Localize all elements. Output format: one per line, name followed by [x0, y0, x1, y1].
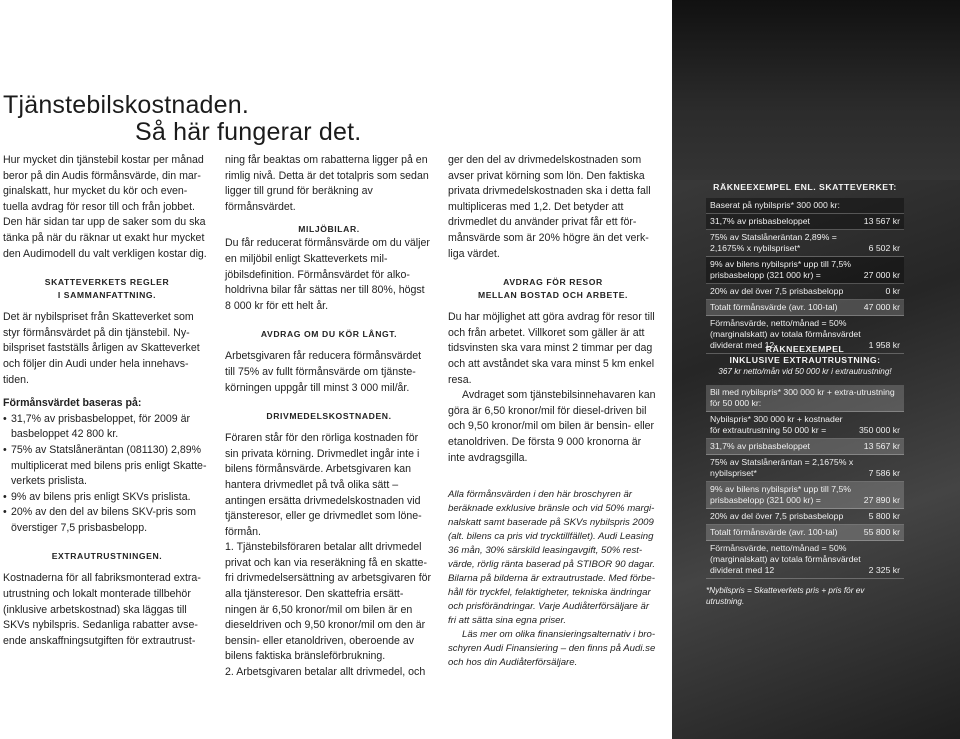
example-row: 75% av Statslåneräntan = 2,1675% x nybilspriset* 7 586 kr [706, 455, 904, 482]
example-row-net: Förmånsvärde, netto/månad = 50% (marginalskatt) av totala förmånsvärdet dividerat med 12 2 325 kr [706, 541, 904, 579]
intro-paragraph: Hur mycket din tjänstebil kostar per månad beror på din Audis förmånsvärde, din mar-ginalskatt, hur mycket du kör och even-tuella avdrag för resor till och från jobbet. [3, 154, 204, 213]
example-row: Baserat på nybilspris* 300 000 kr: [706, 198, 904, 214]
fuel-option-2: 2. Arbetsgivaren betalar allt drivmedel, och [225, 666, 426, 679]
example-row: 31,7% av prisbasbeloppet 13 567 kr [706, 214, 904, 230]
page-title [3, 92, 361, 146]
title-line-2: Så här fungerar det. [135, 118, 362, 146]
example-row-net: Förmånsvärde, netto/månad = 50% (marginalskatt) av totala förmånsvärdet dividerat med 12 1 958 kr [706, 316, 904, 354]
rules-paragraph: Det är nybilspriset från Skatteverket som styr förmånsvärdet på din tjänstebil. Ny-bilspriset fastställs årligen av Skatteverket och följer din Audi under hela innehavs-tiden. [3, 311, 200, 386]
bullet-item: • 31,7% av prisbasbeloppet, för 2009 är basbeloppet 42 800 kr. [3, 412, 211, 443]
equipment-paragraph: Kostnaderna för all fabriksmonterad extra-utrustning och lokalt monterade tillbehör (inklusive arbetskostnad) ska läggas till SKVs nybilspris. Sedanliga rabatter avse-ende anskaffningsutgiften för extrautrust- [3, 572, 201, 647]
equipment-paragraph-cont: ning får beaktas om rabatterna ligger på en rimlig nivå. Detta är det totalpris som sedan ligger till grund för beräkning av förmånsvärdet. [225, 154, 429, 213]
example-title-2: INKLUSIVE EXTRAUTRUSTNING: [729, 355, 881, 365]
disclaimer: Alla förmånsvärden i den här broschyren är beräknade exklusive bränsle och vid 50% margi-nalskatt samt baserade på SKVs nybilspris 2009 (alt. bilens ca pris vid trycktillfället). Audi Leasing 36 mån, 30% särskild leasingavgift, 50% rest-värde, rörlig ränta baserad på STIBOR 90 dagar. Bilarna på bilderna är extrautrustade. Med förbe-håll för tryckfel, felaktigheter, tekniska ändringar och prisförändringar. Varje Audiåterförsäljare är fri att sätta sina egna priser. [448, 489, 656, 627]
footnote: *Nybilspris = Skatteverkets pris + pris för ev utrustning. [706, 586, 865, 606]
example-row-total: Totalt förmånsvärde (avr. 100-tal) 55 800 kr [706, 525, 904, 541]
example-row: 75% av Statslåneräntan 2,89% = 2,1675% x nybilspriset* 6 502 kr [706, 230, 904, 257]
long-drive-paragraph: Arbetsgivaren får reducera förmånsvärdet till 75% av fullt förmånsvärde om tjänste-körningen uppgår till minst 3 000 mil/år. [225, 350, 422, 394]
fuel-option-2-cont: ger den del av drivmedelskostnaden som avser privat körning som lön. Den faktiska privata drivmedelskostnaden ska i detta fall multipliceras med 1,2. Det betyder att drivmedlet du använder privat får ett för-månsvärde som är 20% högre än det verk-liga värdet. [448, 154, 651, 260]
example-row: 31,7% av prisbasbeloppet 13 567 kr [706, 439, 904, 455]
example-row: 9% av bilens nybilspris* upp till 7,5% prisbasbelopp (321 000 kr) = 27 000 kr [706, 257, 904, 284]
fuel-option-1: 1. Tjänstebilsföraren betalar allt drivmedel privat och kan via reseräkning få en skatte-fri drivmedelsersättning av arbetsgivaren för alla tjänsteresor. Den skattefria ersätt-ningen är 6,50 kronor/mil om bilen är en dieseldriven och 9,50 kronor/mil om den är bensin- eller etanoldriven, oberoende av bilens faktiska bränsleförbrukning. [225, 541, 432, 663]
bullet-item: • 75% av Statslåneräntan (081130) 2,89% multiplicerat med bilens pris enligt Skatte-verkets prislista. [3, 443, 211, 490]
example-row: Bil med nybilspris* 300 000 kr + extra-utrustning för 50 000 kr: [706, 385, 904, 412]
bullet-item: • 9% av bilens pris enligt SKVs prislista. [3, 490, 211, 506]
example-table-tax-agency [706, 182, 904, 354]
benefit-basis-label: Förmånsvärdet baseras på: [3, 397, 142, 410]
commute-deduction-paragraph: Avdraget som tjänstebilsinnehavaren kan göra är 6,50 kronor/mil för diesel-driven bil och 9,50 kronor/mil om bilen är bensin- eller etanoldriven. De första 9 000 kronorna är inte avdragsgilla. [448, 389, 656, 464]
title-line-1: Tjänstebilskostnaden. [3, 91, 250, 119]
bullet-item: • 20% av den del av bilens SKV-pris som överstiger 7,5 prisbasbelopp. [3, 505, 211, 536]
intro-paragraph-2: Den här sidan tar upp de saker som du ska tänka på när du räknar ut exakt hur mycket den Audimodell du valt verkligen kostar dig. [3, 216, 207, 260]
column-2 [225, 153, 433, 681]
example-title: RÄKNEEXEMPEL [765, 344, 845, 354]
section-heading-rules: SKATTEVERKETS REGLER [44, 277, 170, 288]
example-title: RÄKNEEXEMPEL ENL. SKATTEVERKET: [713, 182, 897, 192]
section-heading-eco-cars: MILJÖBILAR. [298, 224, 360, 235]
section-heading-commute-2: MELLAN BOSTAD OCH ARBETE. [477, 290, 629, 301]
section-heading-commute: AVDRAG FÖR RESOR [503, 277, 603, 288]
example-row: 20% av del över 7,5 prisbasbelopp 0 kr [706, 284, 904, 300]
section-heading-rules-2: I SAMMANFATTNING. [57, 290, 157, 301]
section-heading-equipment: EXTRAUTRUSTNINGEN. [51, 551, 163, 562]
example-row-total: Totalt förmånsvärde (avr. 100-tal) 47 000 kr [706, 300, 904, 316]
eco-cars-paragraph: Du får reducerat förmånsvärde om du väljer en miljöbil enligt Skatteverkets mil-jöbilsdefinition. Förmånsvärdet för alko-holdrivna bilar får sättas ner till 80%, högst 8 000 kr för ett helt år. [225, 237, 430, 312]
column-1 [3, 153, 211, 649]
commute-paragraph: Du har möjlighet att göra avdrag för resor till och från arbetet. Villkoret som gäller är att tidsvinsten ska vara minst 2 timmar per dag och att avståndet ska vara minst 5 km enkel resa. [448, 311, 655, 386]
example-note: 367 kr netto/mån vid 50 000 kr i extrautrustning! [718, 367, 892, 376]
financing-note: Läs mer om olika finansieringsalternativ i bro-schyren Audi Finansiering – den finns på Audi.se och hos din Audiåterförsäljare. [448, 629, 656, 669]
example-table-with-equipment [706, 344, 904, 607]
example-row: 20% av del över 7,5 prisbasbelopp 5 800 kr [706, 509, 904, 525]
example-row: Nybilspris* 300 000 kr + kostnader för extrautrustning 50 000 kr = 350 000 kr [706, 412, 904, 439]
column-3 [448, 153, 658, 670]
example-row: 9% av bilens nybilspris* upp till 7,5% prisbasbelopp (321 000 kr) = 27 890 kr [706, 482, 904, 509]
fuel-cost-paragraph: Föraren står för den rörliga kostnaden för sin privata körning. Drivmedlet ingår inte i bilens förmånsvärde. Arbetsgivaren kan hantera drivmedlet på två olika sätt – antingen ersätta drivmedelskostnaden vid tjänsteresor, eller ge drivmedlet som löne-förmån. [225, 432, 422, 538]
section-heading-fuel-cost: DRIVMEDELSKOSTNADEN. [266, 411, 392, 422]
section-heading-long-drive: AVDRAG OM DU KÖR LÅNGT. [260, 329, 398, 340]
